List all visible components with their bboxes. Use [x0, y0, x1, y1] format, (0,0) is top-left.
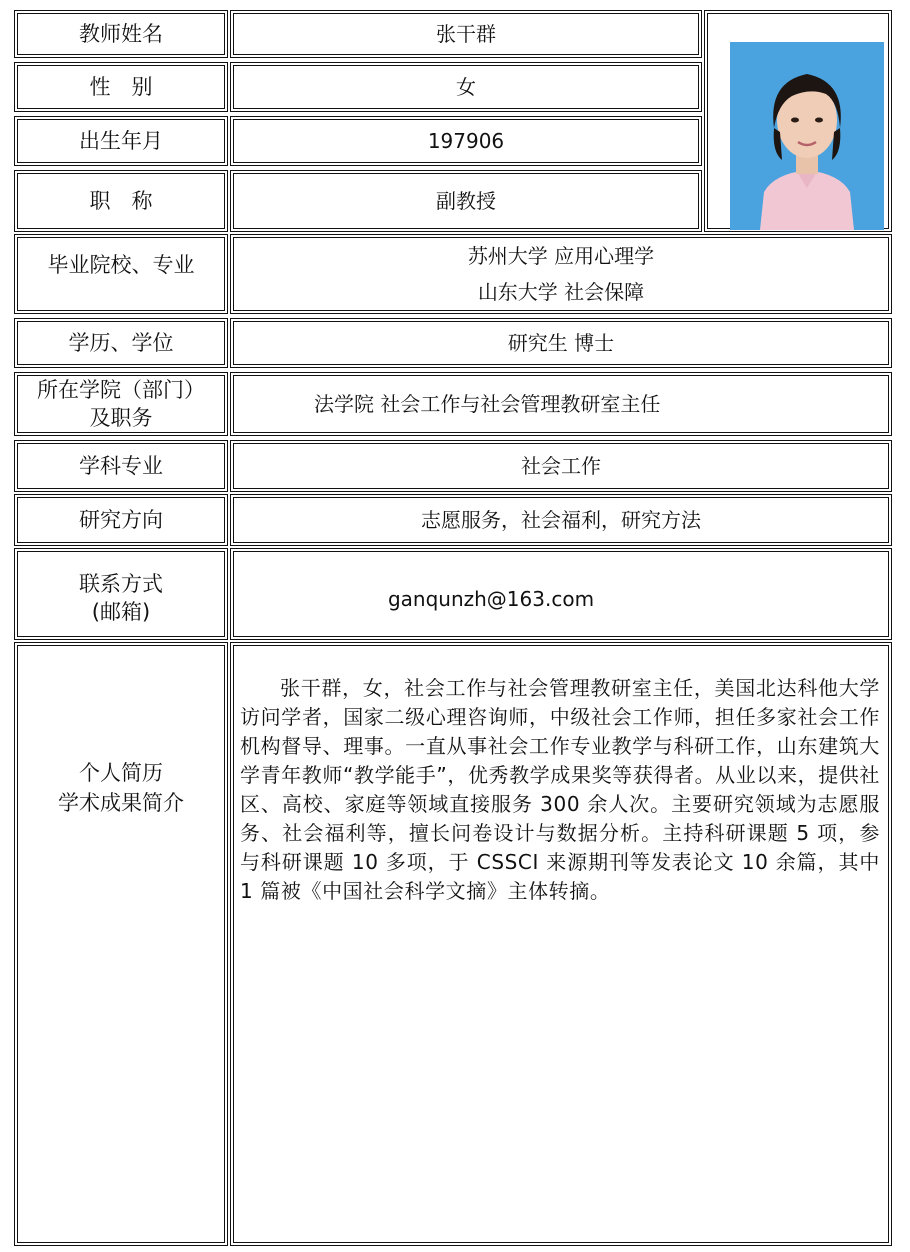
bio-label-line-2: 学术成果简介	[58, 791, 184, 815]
name-value: 张干群	[230, 10, 702, 58]
bio-text: 张干群，女，社会工作与社会管理教研室主任，美国北达科他大学访问学者，国家二级心理咨询师，中级社会工作师，担任多家社会工作机构督导、理事。一直从事社会工作专业教学与科研工作，山东建筑大学青年教师“教学能手”，优秀教学成果奖等获得者。从业以来，提供社区、高校、家庭等领域直接服务 300 余人次。主要研究领域为志愿服务、社会福利等，擅长问卷设计与数据分析。主持科研课题 5 项，参与科研课题 10 多项，于 CSSCI 来源期刊等发表论文 10 余篇，其中 1 篇被《中国社会科学文摘》主体转摘。	[240, 676, 880, 903]
gender-value: 女	[230, 62, 702, 112]
title-value: 副教授	[230, 170, 702, 232]
portrait-illustration	[730, 42, 884, 230]
birth-label: 出生年月	[14, 116, 228, 166]
portrait-photo	[730, 42, 884, 230]
contact-label-line-1: 联系方式	[79, 572, 163, 596]
bio-content	[230, 642, 892, 1246]
research-value: 志愿服务，社会福利，研究方法	[230, 494, 892, 546]
degree-label: 学历、学位	[14, 318, 228, 368]
name-label: 教师姓名	[14, 10, 228, 58]
graduation-line-2: 山东大学 社会保障	[477, 280, 645, 304]
college-label-line-1: 所在学院（部门）	[37, 378, 205, 402]
discipline-label: 学科专业	[14, 440, 228, 492]
bio-label	[14, 642, 228, 1246]
contact-label	[14, 548, 228, 640]
contact-label-line-2: (邮箱)	[91, 600, 151, 624]
gender-label: 性 别	[14, 62, 228, 112]
bio-label-line-1: 个人简历	[79, 761, 163, 785]
contact-email: ganqunzh@163.com	[230, 548, 892, 640]
graduation-value	[230, 234, 892, 314]
college-value: 法学院 社会工作与社会管理教研室主任	[230, 372, 892, 436]
photo-frame	[704, 10, 892, 232]
college-label-line-2: 及职务	[89, 406, 153, 430]
college-label	[14, 372, 228, 436]
birth-value: 197906	[230, 116, 702, 166]
research-label: 研究方向	[14, 494, 228, 546]
discipline-value: 社会工作	[230, 440, 892, 492]
graduation-label: 毕业院校、专业	[14, 234, 228, 314]
degree-value: 研究生 博士	[230, 318, 892, 368]
title-label: 职 称	[14, 170, 228, 232]
graduation-line-1: 苏州大学 应用心理学	[467, 244, 655, 268]
